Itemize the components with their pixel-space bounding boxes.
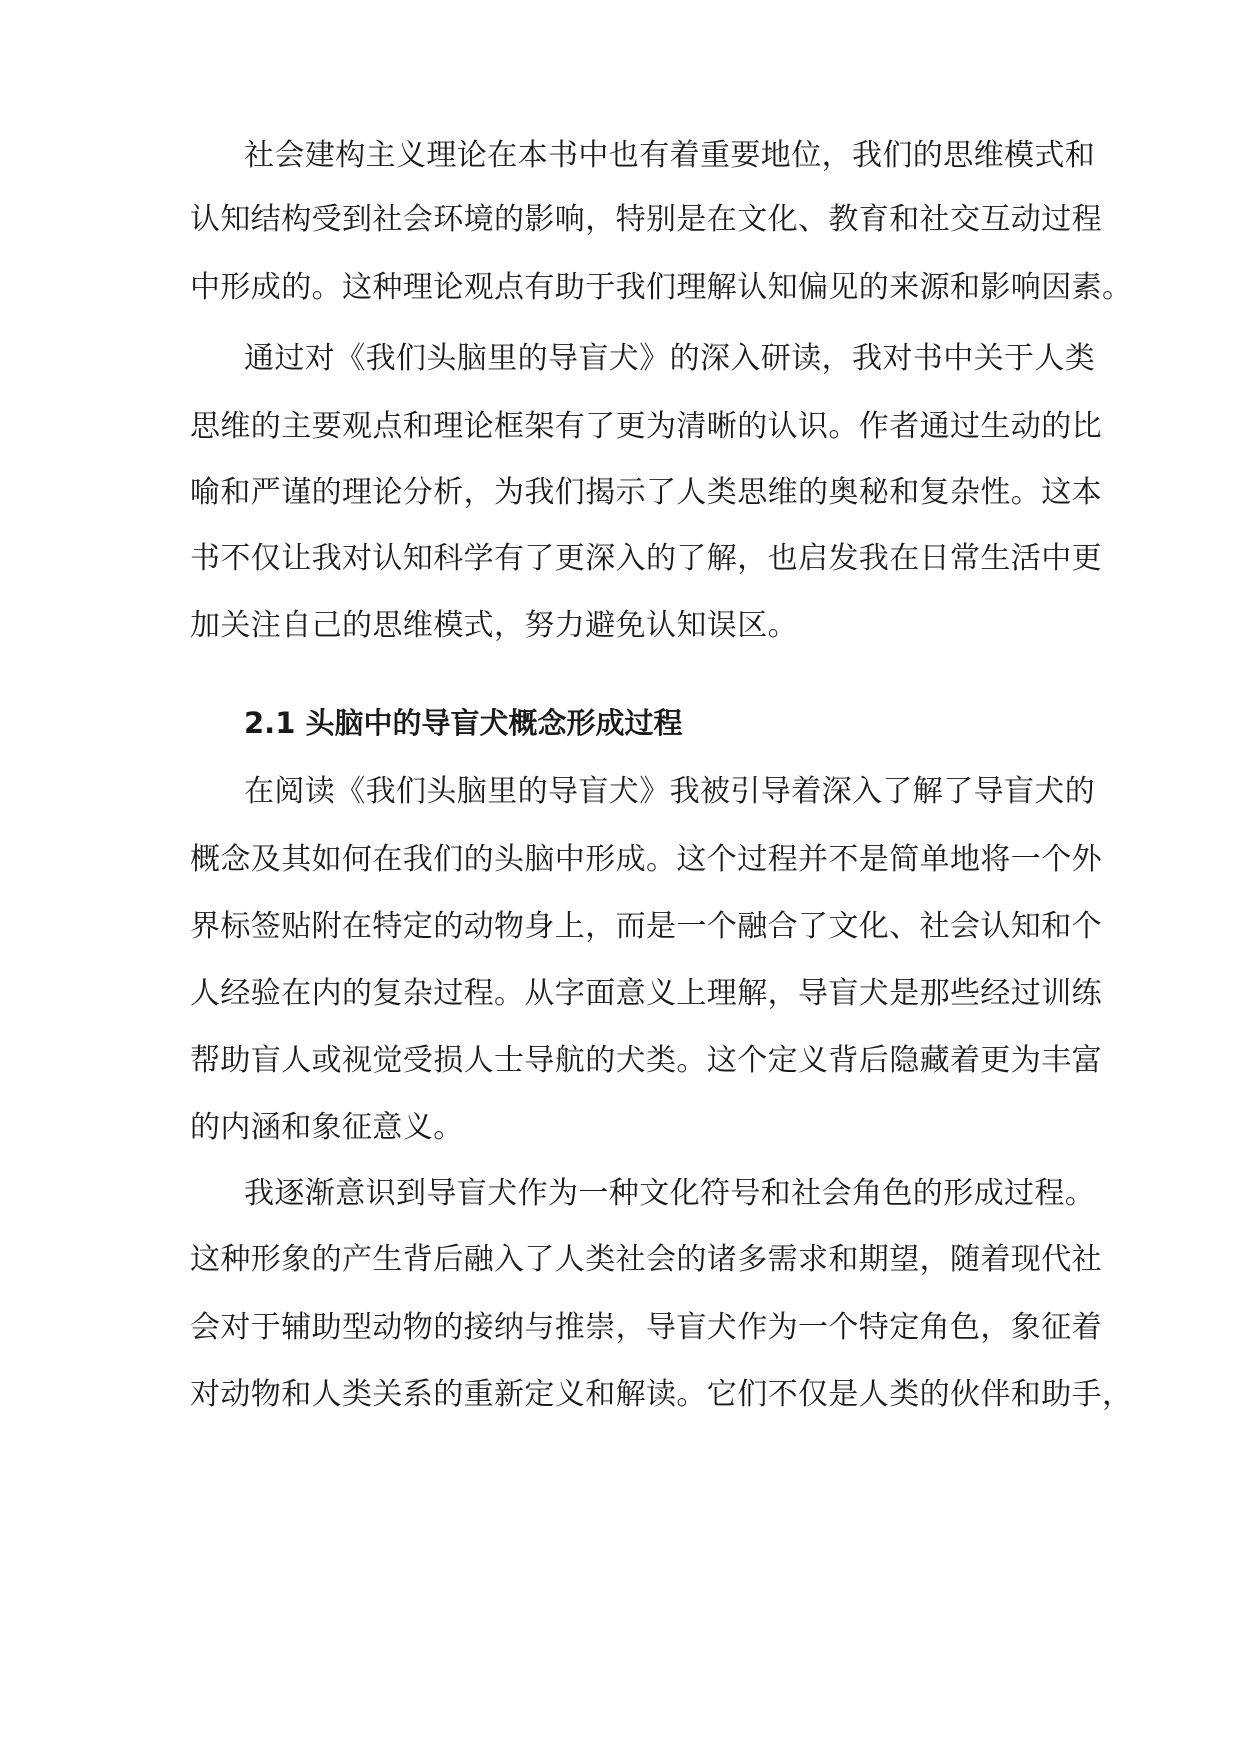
paragraph-line: 思维的主要观点和理论框架有了更为清晰的认识。作者通过生动的比 [190,409,1102,444]
paragraph-line: 会对于辅助型动物的接纳与推崇，导盲犬作为一个特定角色，象征着 [190,1310,1102,1345]
paragraph-line: 我逐渐意识到导盲犬作为一种文化符号和社会角色的形成过程。 [244,1176,1096,1211]
paragraph-line: 概念及其如何在我们的头脑中形成。这个过程并不是简单地将一个外 [190,842,1102,877]
paragraph-line: 人经验在内的复杂过程。从字面意义上理解，导盲犬是那些经过训练 [190,976,1102,1011]
paragraph-line: 帮助盲人或视觉受损人士导航的犬类。这个定义背后隐藏着更为丰富 [190,1043,1102,1078]
paragraph-line: 界标签贴附在特定的动物身上，而是一个融合了文化、社会认知和个 [190,909,1102,944]
paragraph-line: 中形成的。这种理论观点有助于我们理解认知偏见的来源和影响因素。 [190,270,1133,305]
paragraph-line: 喻和严谨的理论分析，为我们揭示了人类思维的奥秘和复杂性。这本 [190,475,1102,510]
paragraph-line: 对动物和人类关系的重新定义和解读。它们不仅是人类的伙伴和助手， [190,1377,1133,1412]
paragraph-line: 认知结构受到社会环境的影响，特别是在文化、教育和社交互动过程 [190,202,1102,237]
paragraph-line: 这种形象的产生背后融入了人类社会的诸多需求和期望，随着现代社 [190,1242,1102,1277]
section-heading: 2.1 头脑中的导盲犬概念形成过程 [244,706,683,740]
paragraph-line: 在阅读《我们头脑里的导盲犬》我被引导着深入了解了导盲犬的 [244,774,1096,809]
paragraph-line: 社会建构主义理论在本书中也有着重要地位，我们的思维模式和 [244,138,1096,173]
paragraph-line: 书不仅让我对认知科学有了更深入的了解，也启发我在日常生活中更 [190,541,1102,576]
paragraph-line: 加关注自己的思维模式，努力避免认知误区。 [190,608,798,643]
paragraph-line: 通过对《我们头脑里的导盲犬》的深入研读，我对书中关于人类 [244,341,1096,376]
paragraph-line: 的内涵和象征意义。 [190,1110,464,1145]
